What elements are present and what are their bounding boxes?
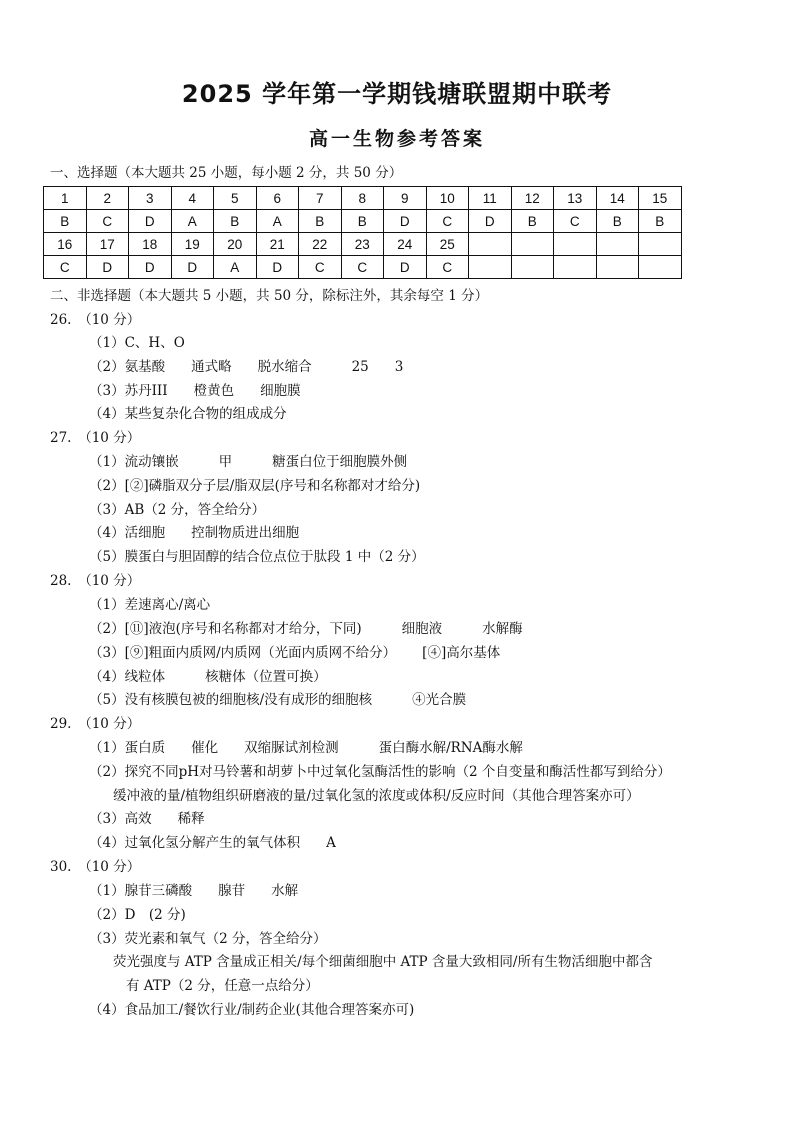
q27-answer-1: [89, 453, 407, 471]
question-number-cell: 3: [129, 187, 172, 210]
q29-a3-label: （3）高效: [89, 811, 152, 827]
q28-answer-2: [89, 620, 523, 638]
q26-answer-3: [89, 382, 301, 400]
q28-a3-b: [④]高尔基体: [422, 645, 501, 661]
question-number-cell: 17: [86, 233, 129, 256]
q29-a1-label: （1）蛋白质: [89, 740, 166, 756]
q26-a3-label: （3）苏丹III: [89, 383, 168, 399]
answer-table-number-row: [44, 187, 682, 210]
answer-cell: D: [384, 256, 427, 279]
q28-a5-label: （5）没有核膜包被的细胞核/没有成形的细胞核: [89, 692, 373, 708]
q28-a5-b: ④光合膜: [412, 692, 467, 708]
q28-a4-label: （4）线粒体: [89, 669, 166, 685]
answer-cell: [511, 256, 554, 279]
answer-cell: B: [341, 210, 384, 233]
q28-answer-1: （1）差速离心/离心: [89, 597, 211, 613]
answer-cell: D: [256, 256, 299, 279]
answer-cell: A: [214, 256, 257, 279]
answer-cell: B: [511, 210, 554, 233]
question-number-cell: 24: [384, 233, 427, 256]
question-number-cell: 11: [469, 187, 512, 210]
q29-answer-3: [89, 810, 205, 828]
q29-a1-d: 蛋白酶水解/RNA酶水解: [378, 740, 523, 756]
question-number-cell: 1: [44, 187, 87, 210]
q30-a1-c: 水解: [271, 883, 299, 899]
answer-table-answer-row: [44, 210, 682, 233]
q26-a2-label: （2）氨基酸: [89, 359, 166, 375]
answer-cell: B: [639, 210, 682, 233]
question-number-cell: [639, 233, 682, 256]
q27-answer-2: （2）[②]磷脂双分子层/脂双层(序号和名称都对才给分): [89, 478, 421, 494]
q28-a2-c: 水解酶: [482, 621, 523, 637]
q29-answer-2-continued: 缓冲液的量/植物组织研磨液的量/过氧化氢的浓度或体积/反应时间（其他合理答案亦可）: [113, 788, 640, 804]
answer-cell: B: [596, 210, 639, 233]
q26-a2-e: 3: [394, 359, 404, 375]
q27-a4-b: 控制物质进出细胞: [191, 525, 300, 541]
question-number-cell: 20: [214, 233, 257, 256]
q27-a1-c: 糖蛋白位于细胞膜外侧: [272, 454, 408, 470]
question-number-cell: 4: [171, 187, 214, 210]
answer-cell: B: [44, 210, 87, 233]
q29-a4-label: （4）过氧化氢分解产生的氧气体积: [89, 835, 301, 851]
q26-answer-4: （4）某些复杂化合物的组成成分: [89, 406, 287, 422]
question-number-cell: 22: [299, 233, 342, 256]
q28-heading: 28. （10 分）: [50, 573, 141, 589]
answer-cell: D: [129, 256, 172, 279]
answer-cell: D: [384, 210, 427, 233]
q28-a2-label: （2）[⑪]液泡(序号和名称都对才给分，下同): [89, 621, 362, 637]
answer-cell: C: [299, 256, 342, 279]
answer-cell: [596, 256, 639, 279]
q29-heading: 29. （10 分）: [50, 716, 141, 732]
q27-heading: 27. （10 分）: [50, 430, 141, 446]
question-number-cell: 7: [299, 187, 342, 210]
page-subtitle: 高一生物参考答案: [308, 128, 485, 150]
question-number-cell: [554, 233, 597, 256]
question-number-cell: 15: [639, 187, 682, 210]
answer-cell: B: [214, 210, 257, 233]
q26-a3-b: 橙黄色: [193, 383, 235, 399]
q30-answer-4: （4）食品加工/餐饮行业/制药企业(其他合理答案亦可): [89, 1002, 415, 1018]
section2-heading: 二、非选择题（本大题共 5 小题，共 50 分，除标注外，其余每空 1 分）: [50, 288, 489, 304]
answer-cell: C: [341, 256, 384, 279]
q30-answer-3-continued-2: 有 ATP（2 分，任意一点给分）: [126, 978, 319, 994]
answer-cell: A: [171, 210, 214, 233]
q27-a1-label: （1）流动镶嵌: [89, 454, 179, 470]
answer-cell: C: [86, 210, 129, 233]
q28-a2-b: 细胞液: [401, 621, 443, 637]
question-number-cell: 23: [341, 233, 384, 256]
question-number-cell: 8: [341, 187, 384, 210]
question-number-cell: 9: [384, 187, 427, 210]
answer-table: [43, 186, 682, 279]
question-number-cell: 13: [554, 187, 597, 210]
answer-cell: C: [554, 210, 597, 233]
q28-a4-b: 核糖体（位置可换）: [205, 669, 327, 685]
q30-a1-label: （1）腺苷三磷酸: [89, 883, 193, 899]
q29-a1-b: 催化: [191, 740, 219, 756]
question-number-cell: [596, 233, 639, 256]
answer-cell: [469, 256, 512, 279]
question-number-cell: 14: [596, 187, 639, 210]
q26-a3-c: 细胞膜: [260, 383, 301, 399]
answer-cell: [554, 256, 597, 279]
answer-cell: D: [86, 256, 129, 279]
question-number-cell: 21: [256, 233, 299, 256]
q30-answer-3: （3）荧光素和氧气（2 分，答全给分）: [89, 931, 327, 947]
answer-cell: [639, 256, 682, 279]
q30-answer-2: （2）D (2 分): [89, 907, 186, 923]
question-number-cell: 2: [86, 187, 129, 210]
q27-a1-b: 甲: [218, 454, 233, 470]
q26-a2-d: 25: [351, 359, 369, 375]
answer-table-answer-row: [44, 256, 682, 279]
question-number-cell: 6: [256, 187, 299, 210]
question-number-cell: 12: [511, 187, 554, 210]
answer-cell: A: [256, 210, 299, 233]
q30-heading: 30. （10 分）: [50, 859, 141, 875]
q28-a3-label: （3）[⑨]粗面内质网/内质网（光面内质网不给分）: [89, 645, 397, 661]
question-number-cell: [511, 233, 554, 256]
question-number-cell: 5: [214, 187, 257, 210]
q28-answer-4: [89, 668, 327, 686]
answer-cell: B: [299, 210, 342, 233]
q30-answer-3-continued: 荧光强度与 ATP 含量成正相关/每个细菌细胞中 ATP 含量大致相同/所有生物活细胞中都含: [113, 954, 653, 970]
q27-answer-3: （3）AB（2 分，答全给分）: [89, 502, 266, 518]
answer-cell: D: [129, 210, 172, 233]
q28-answer-3: [89, 644, 500, 662]
q27-a4-label: （4）活细胞: [89, 525, 166, 541]
answer-table-number-row: [44, 233, 682, 256]
q27-answer-5: （5）膜蛋白与胆固醇的结合位点位于肽段 1 中（2 分）: [89, 549, 425, 565]
answer-cell: C: [426, 256, 469, 279]
section1-heading: 一、选择题（本大题共 25 小题，每小题 2 分，共 50 分）: [50, 165, 403, 181]
question-number-cell: [469, 233, 512, 256]
question-number-cell: 10: [426, 187, 469, 210]
q26-a2-b: 通式略: [191, 359, 232, 375]
answer-cell: D: [171, 256, 214, 279]
question-number-cell: 18: [129, 233, 172, 256]
q28-answer-5: [89, 691, 466, 709]
q26-answer-1: （1）C、H、O: [89, 335, 185, 351]
q26-a2-c: 脱水缩合: [257, 359, 312, 375]
q26-heading: 26. （10 分）: [50, 312, 141, 328]
page-title: 2025 学年第一学期钱塘联盟期中联考: [181, 80, 613, 108]
question-number-cell: 25: [426, 233, 469, 256]
answer-cell: C: [426, 210, 469, 233]
answer-cell: D: [469, 210, 512, 233]
q29-answer-2: （2）探究不同pH对马铃薯和胡萝卜中过氧化氢酶活性的影响（2 个自变量和酶活性都写到给分）: [89, 764, 671, 780]
q29-answer-4: [89, 834, 336, 852]
q27-answer-4: [89, 524, 299, 542]
q30-a1-b: 腺苷: [218, 883, 246, 899]
q29-a1-c: 双缩脲试剂检测: [244, 740, 339, 756]
q29-answer-1: [89, 739, 523, 757]
question-number-cell: 16: [44, 233, 87, 256]
q26-answer-2: [89, 358, 403, 376]
q30-answer-1: [89, 882, 298, 900]
question-number-cell: 19: [171, 233, 214, 256]
q29-a4-b: A: [326, 835, 336, 851]
q29-a3-b: 稀释: [177, 811, 205, 827]
answer-cell: C: [44, 256, 87, 279]
